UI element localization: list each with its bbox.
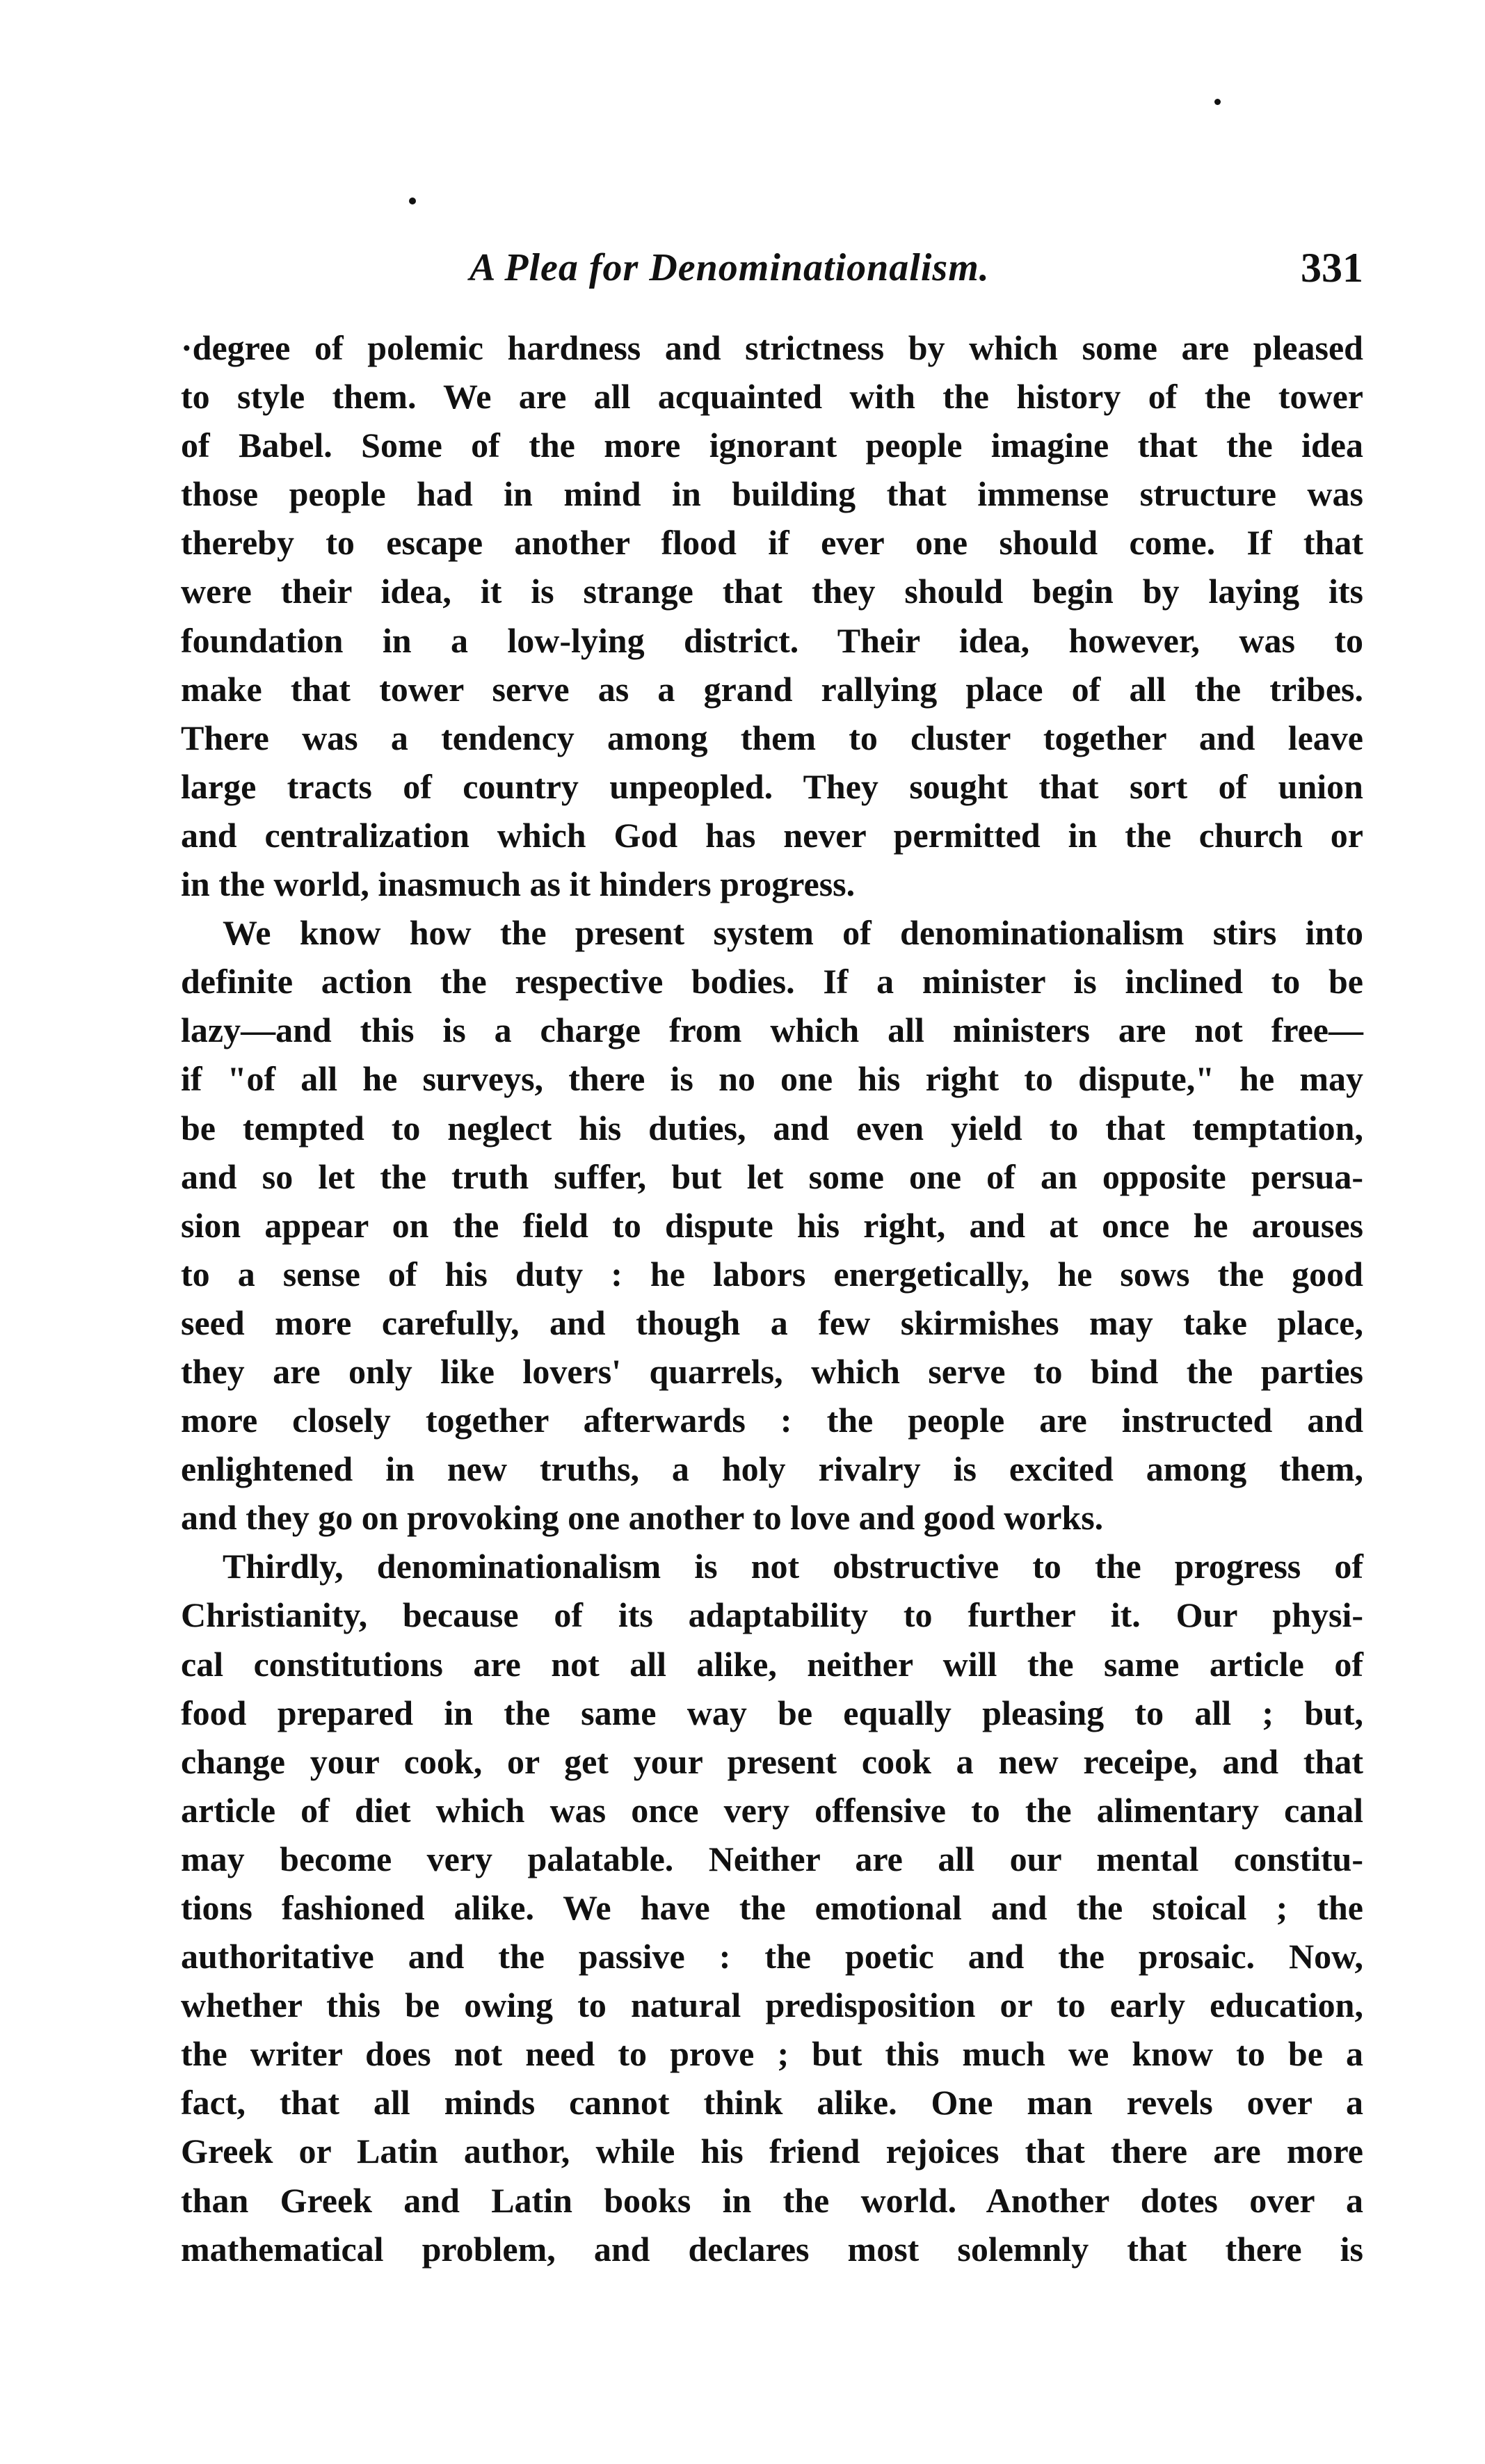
text-line: be tempted to neglect his duties, and even yield to that temptation,	[181, 1108, 1363, 1148]
text-line: Thirdly, denominationalism is not obstructive to the progress of	[223, 1547, 1363, 1586]
text-line: lazy—and this is a charge from which all ministers are not free—	[181, 1010, 1363, 1050]
text-line: food prepared in the same way be equally pleasing to all ; but,	[181, 1693, 1363, 1732]
text-line: of Babel. Some of the more ignorant people imagine that the idea	[181, 426, 1363, 465]
text-line: seed more carefully, and though a few skirmishes may take place,	[181, 1303, 1363, 1342]
text-line: the writer does not need to prove ; but this much we know to be a	[181, 2034, 1363, 2074]
text-line: We know how the present system of denominationalism stirs into	[223, 913, 1363, 953]
text-line: to style them. We are all acquainted with the history of the tower	[181, 377, 1363, 417]
text-line: thereby to escape another flood if ever one should come. If that	[181, 523, 1363, 563]
text-line: to a sense of his duty : he labors energetically, he sows the good	[181, 1254, 1363, 1294]
text-line: were their idea, it is strange that they should begin by laying its	[181, 572, 1363, 611]
text-line: and centralization which God has never permitted in the church or	[181, 815, 1363, 855]
text-line: article of diet which was once very offensive to the alimentary canal	[181, 1790, 1363, 1830]
body-text	[181, 323, 1363, 2273]
text-line: mathematical problem, and declares most solemnly that there is	[181, 2229, 1363, 2269]
text-line: those people had in mind in building that immense structure was	[181, 474, 1363, 514]
text-line: sion appear on the field to dispute his right, and at once he arouses	[181, 1205, 1363, 1245]
text-line: whether this be owing to natural predisposition or to early education,	[181, 1986, 1363, 2025]
page-number: 331	[1301, 245, 1363, 291]
text-line: Christianity, because of its adaptability to further it. Our physi-	[181, 1595, 1363, 1635]
text-line: ·degree of polemic hardness and strictness by which some are pleased	[181, 328, 1363, 367]
ink-speck	[1214, 99, 1221, 105]
text-line: fact, that all minds cannot think alike. One man revels over a	[181, 2083, 1363, 2123]
text-line: they are only like lovers' quarrels, which serve to bind the parties	[181, 1351, 1363, 1391]
running-title: A Plea for Denominationalism.	[469, 246, 990, 289]
ink-speck	[409, 198, 416, 204]
text-line: There was a tendency among them to cluster together and leave	[181, 718, 1363, 757]
text-line: foundation in a low-lying district. Their idea, however, was to	[181, 620, 1363, 660]
text-line: more closely together afterwards : the people are instructed and	[181, 1401, 1363, 1440]
text-line: definite action the respective bodies. If a minister is inclined to be	[181, 962, 1363, 1001]
text-line: cal constitutions are not all alike, neither will the same article of	[181, 1644, 1363, 1684]
text-line: than Greek and Latin books in the world. Another dotes over a	[181, 2180, 1363, 2220]
text-line: make that tower serve as a grand rallying place of all the tribes.	[181, 669, 1363, 709]
running-header	[188, 230, 1363, 306]
text-line: change your cook, or get your present cook a new receipe, and that	[181, 1741, 1363, 1781]
text-line: enlightened in new truths, a holy rivalry is excited among them,	[181, 1449, 1363, 1489]
text-line: in the world, inasmuch as it hinders progress.	[181, 864, 856, 904]
text-line: authoritative and the passive : the poetic and the prosaic. Now,	[181, 1937, 1363, 1976]
text-line: tions fashioned alike. We have the emotional and the stoical ; the	[181, 1888, 1363, 1927]
text-line: and so let the truth suffer, but let some one of an opposite persua-	[181, 1157, 1363, 1196]
text-line: large tracts of country unpeopled. They sought that sort of union	[181, 766, 1363, 806]
text-line: may become very palatable. Neither are all our mental constitu-	[181, 1839, 1363, 1878]
text-line: if "of all he surveys, there is no one his right to dispute," he may	[181, 1059, 1363, 1099]
text-line: and they go on provoking one another to love and good works.	[181, 1498, 1104, 1538]
text-line: Greek or Latin author, while his friend rejoices that there are more	[181, 2132, 1363, 2171]
